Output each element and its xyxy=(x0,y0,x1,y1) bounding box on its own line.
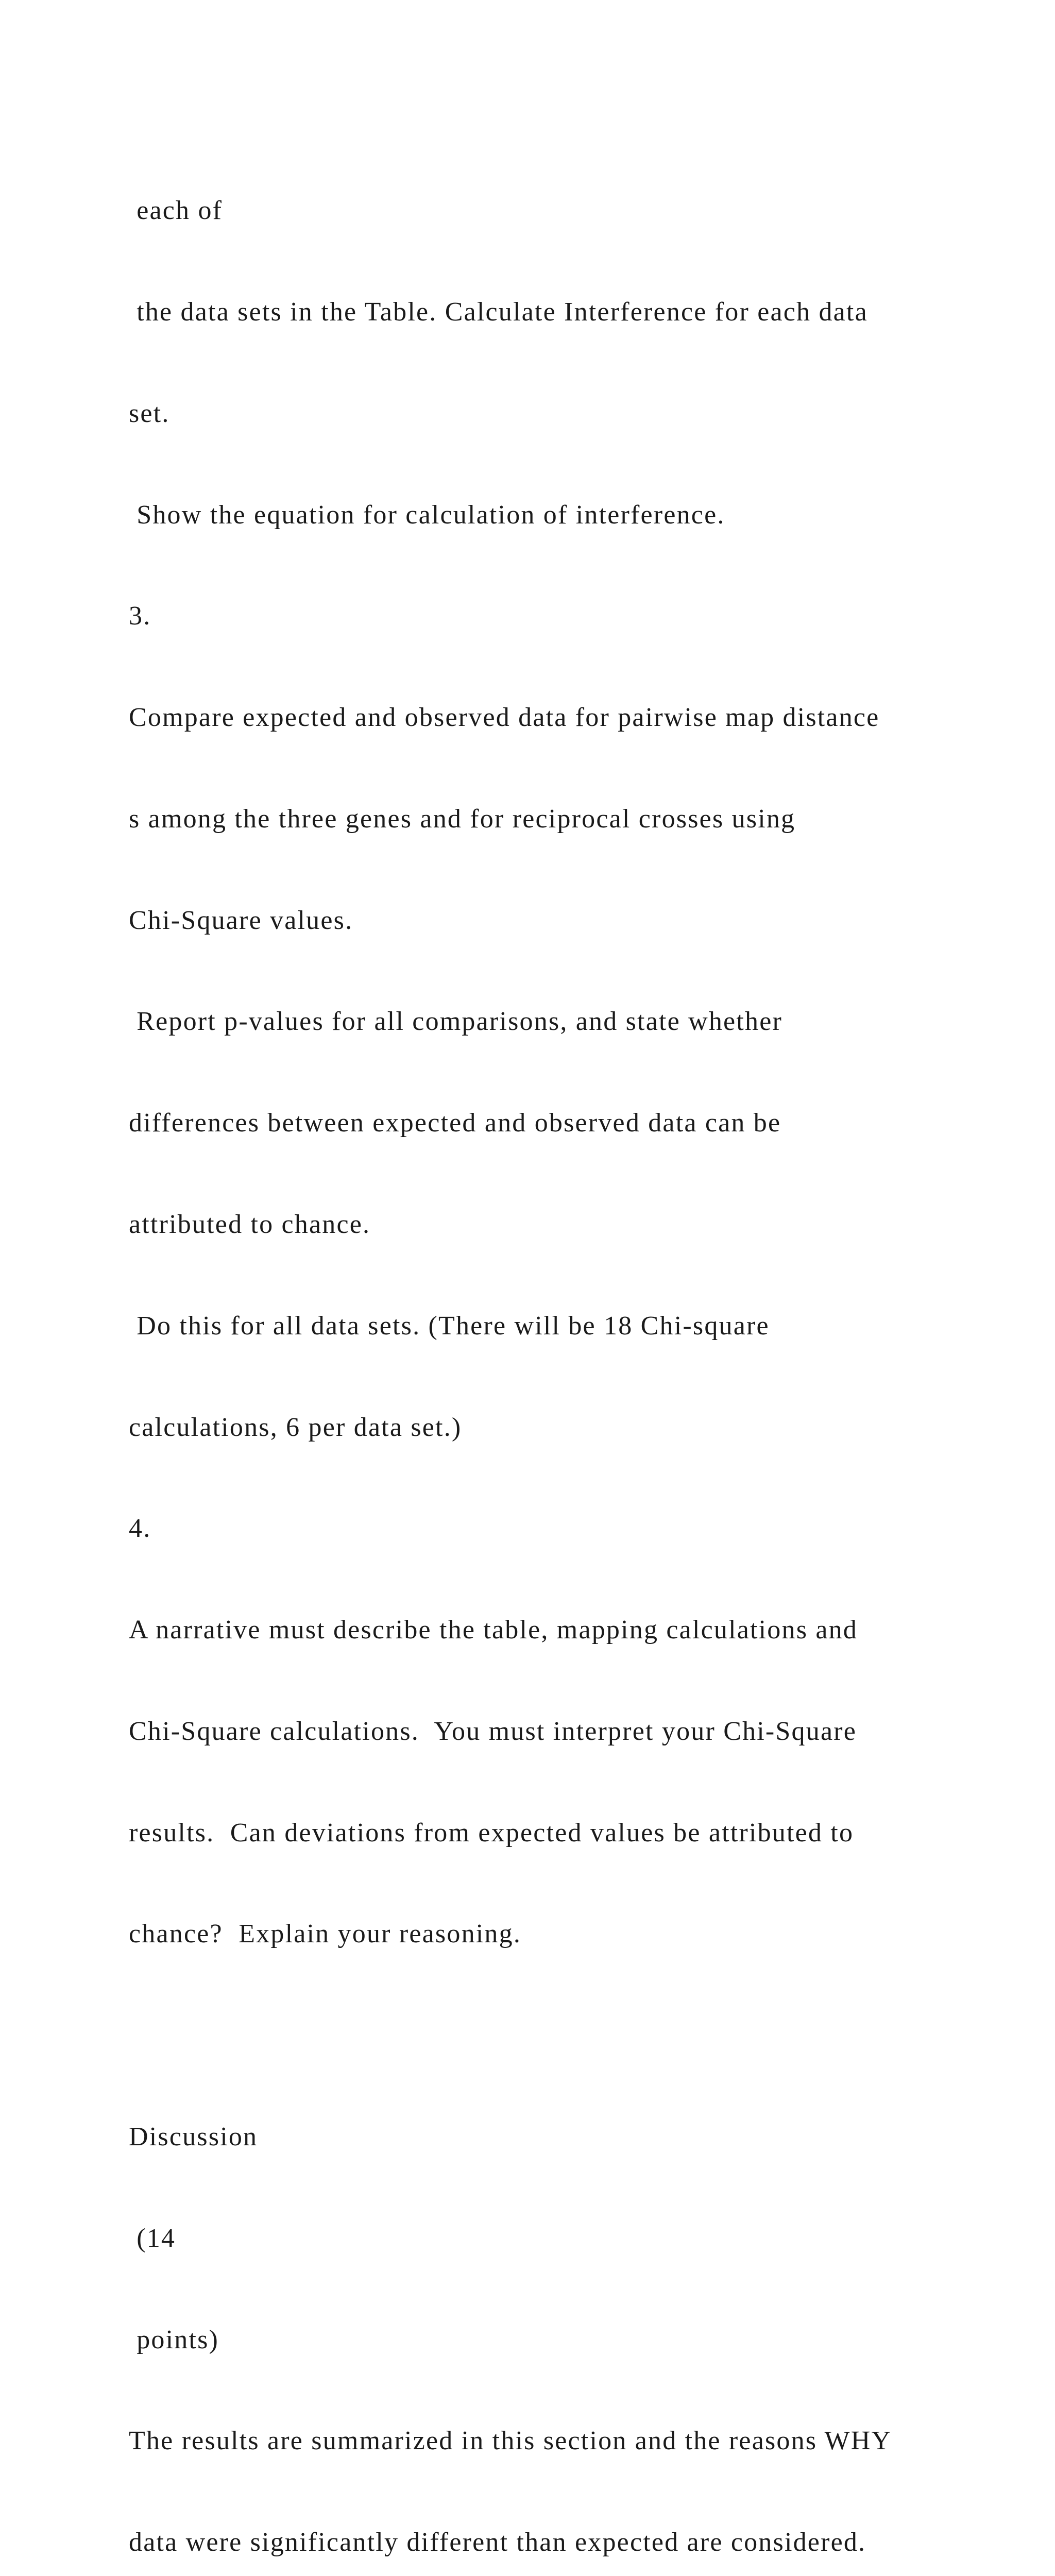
text-line: Report p-values for all comparisons, and state whether xyxy=(129,1007,782,1037)
list-number: 3. xyxy=(129,601,151,631)
text-line: the data sets in the Table. Calculate Interference for each data xyxy=(129,297,868,327)
text-line: Compare expected and observed data for pairwise map distance xyxy=(129,703,880,733)
text-line: attributed to chance. xyxy=(129,1210,371,1239)
text-line: Show the equation for calculation of interference. xyxy=(129,500,725,530)
text-line: s among the three genes and for reciprocal crosses using xyxy=(129,804,796,834)
text-line: data were significantly different than expected are considered. xyxy=(129,2528,866,2557)
list-number: 4. xyxy=(129,1514,151,1544)
document-body xyxy=(129,126,1005,2576)
text-line: Chi-Square values. xyxy=(129,905,353,935)
text-line: The results are summarized in this section and the reasons WHY xyxy=(129,2426,892,2456)
text-line: Do this for all data sets. (There will be 18 Chi-square xyxy=(129,1311,770,1341)
text-line: points) xyxy=(129,2325,219,2354)
text-line: (14 xyxy=(129,2223,176,2253)
text-line: results. Can deviations from expected values be attributed to xyxy=(129,1818,854,1848)
text-line: calculations, 6 per data set.) xyxy=(129,1412,462,1442)
section-heading: Discussion xyxy=(129,2122,258,2152)
text-line: differences between expected and observed data can be xyxy=(129,1108,781,1138)
text-line: A narrative must describe the table, mapping calculations and xyxy=(129,1615,858,1645)
text-line: Chi-Square calculations. You must interpret your Chi-Square xyxy=(129,1716,857,1746)
text-line: chance? Explain your reasoning. xyxy=(129,1919,522,1949)
text-line: each of xyxy=(129,196,223,226)
text-line: set. xyxy=(129,398,170,428)
blank-line xyxy=(129,2019,1005,2053)
